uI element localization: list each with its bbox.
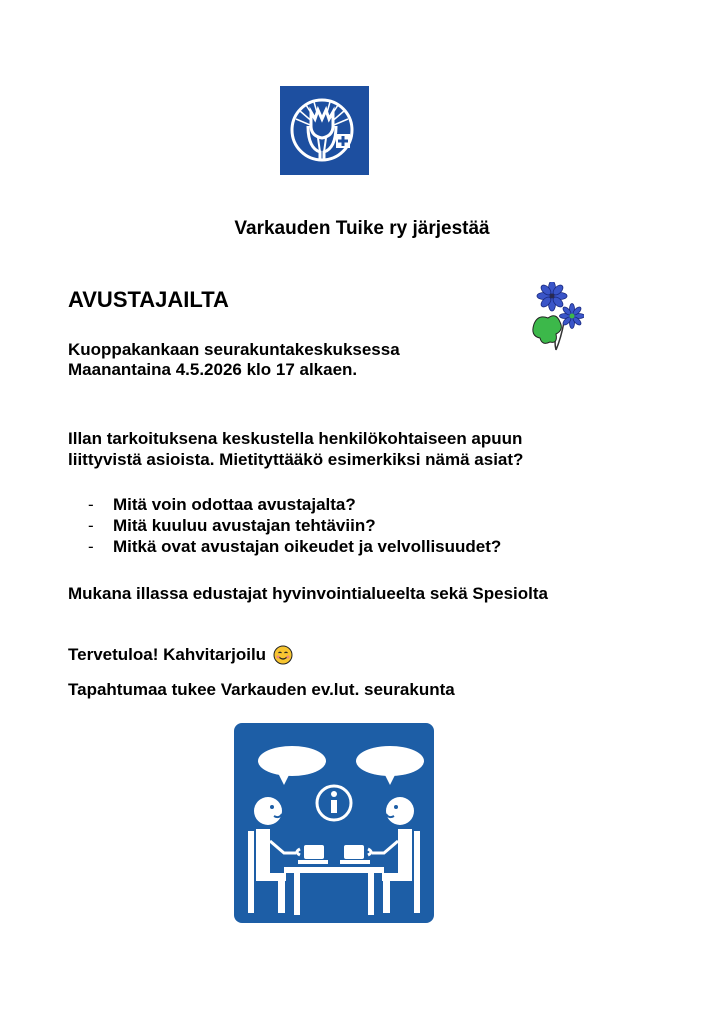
- event-location: Kuoppakankaan seurakuntakeskuksessa: [68, 340, 400, 359]
- question-list: [88, 494, 501, 557]
- smiling-face-icon: [273, 645, 293, 665]
- event-datetime: Maanantaina 4.5.2026 klo 17 alkaen.: [68, 360, 358, 379]
- question-item: [88, 515, 501, 536]
- question-text: Mitä voin odottaa avustajalta?: [113, 495, 356, 514]
- organizer-heading: Varkauden Tuike ry järjestää: [234, 218, 490, 239]
- event-location-block: [68, 340, 400, 380]
- support-text: Tapahtumaa tukee Varkauden ev.lut. seurakunta: [68, 680, 455, 699]
- welcome-line: [68, 645, 293, 665]
- question-text: Mitkä ovat avustajan oikeudet ja velvollisuudet?: [113, 537, 502, 556]
- welcome-text: Tervetuloa! Kahvitarjoilu: [68, 645, 267, 664]
- info-meeting-pictogram-icon: [234, 723, 434, 923]
- intro-paragraph: [68, 428, 523, 470]
- hepatica-flower-icon: [528, 282, 584, 354]
- tulip-sun-cross-icon: [280, 86, 369, 175]
- question-item: [88, 494, 501, 515]
- bullet-dash: -: [88, 516, 94, 535]
- event-title: AVUSTAJAILTA: [68, 287, 229, 312]
- question-item: [88, 536, 501, 557]
- bullet-dash: -: [88, 495, 94, 514]
- bullet-dash: -: [88, 537, 94, 556]
- question-text: Mitä kuuluu avustajan tehtäviin?: [113, 516, 376, 535]
- intro-line: liittyvistä asioista. Mietityttääkö esimerkiksi nämä asiat?: [68, 450, 524, 469]
- intro-line: Illan tarkoituksena keskustella henkilökohtaiseen apuun: [68, 429, 523, 448]
- representatives-text: Mukana illassa edustajat hyvinvointialueelta sekä Spesiolta: [68, 584, 548, 603]
- organization-logo: [280, 86, 369, 175]
